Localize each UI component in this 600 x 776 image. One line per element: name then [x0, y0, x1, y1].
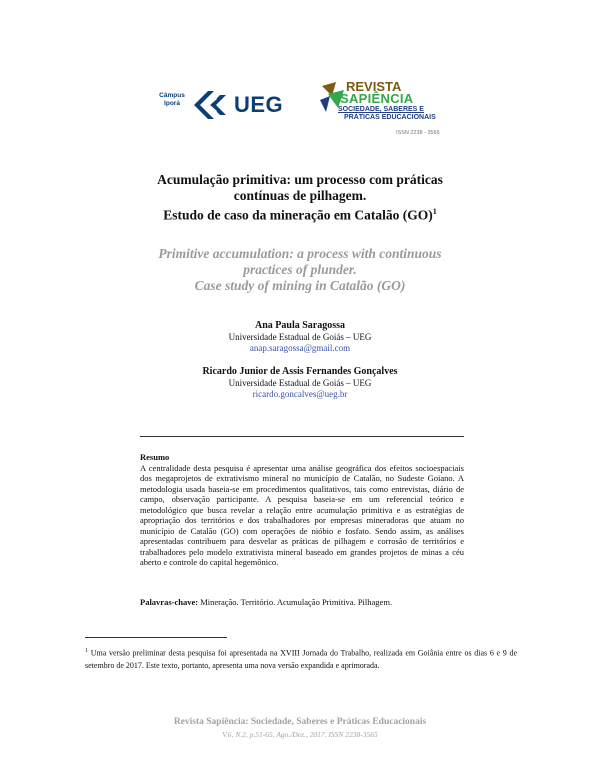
campus-label [152, 92, 192, 108]
ueg-logo-text: UEG [234, 92, 284, 117]
author-name: Ricardo Junior de Assis Fernandes Gonçalves [202, 366, 398, 377]
title-footnote-mark: 1 [432, 207, 437, 216]
keywords-label: Palavras-chave: [140, 597, 199, 607]
author-institution: Universidade Estadual de Goiás – UEG [228, 378, 372, 388]
title-en-line2: practices of plunder. [243, 262, 357, 277]
keywords-section [140, 597, 464, 608]
title-pt-line2: contínuas de pilhagem. [233, 188, 367, 203]
author-email[interactable]: anap.saragossa@gmail.com [249, 343, 351, 353]
author-email[interactable]: ricardo.goncalves@ueg.br [252, 389, 348, 399]
abstract-label: Resumo [140, 452, 170, 462]
abstract-section [140, 452, 464, 568]
title-pt-line3 [100, 204, 500, 224]
author-block-1 [100, 320, 500, 354]
journal-logo-line4: PRÁTICAS EDUCACIONAIS [344, 114, 436, 121]
footnote-text: Uma versão preliminar desta pesquisa foi apresentada na XVIII Jornada do Trabalho, realizada em Goiânia entre os dias 6 e 9 de setembro de 2017. Este texto, portanto, apresenta uma nova versão expandida e aprimorada. [85, 648, 518, 670]
author-institution: Universidade Estadual de Goiás – UEG [228, 332, 372, 342]
author-block-2 [100, 366, 500, 400]
article-title-pt [100, 172, 500, 224]
journal-logo-line1: REVISTA [346, 79, 402, 94]
footnote-mark: 1 [85, 648, 88, 654]
journal-logo-line2: SAPIÊNCIA [340, 91, 414, 106]
article-title-en [100, 246, 500, 294]
title-en-line3: Case study of mining in Catalão (GO) [194, 278, 406, 293]
section-divider [140, 436, 464, 437]
title-pt-line3-text: Estudo de caso da mineração em Catalão (GO) [163, 207, 433, 223]
ueg-logo-icon [192, 88, 232, 122]
journal-logo-line3: SOCIEDADE, SABERES E [338, 106, 424, 113]
campus-line2: Iporá [164, 100, 180, 107]
footer-citation: V.6, N.2, p.51-65, Ago./Dez., 2017. ISSN 2238-3565 [222, 730, 378, 739]
footnote-divider [85, 637, 227, 638]
title-en-line1: Primitive accumulation: a process with continuous [158, 246, 442, 261]
keywords-text: Mineração. Território. Acumulação Primitiva. Pilhagem. [200, 597, 393, 607]
campus-line1: Câmpus [159, 92, 185, 99]
title-pt-line1: Acumulação primitiva: um processo com práticas [157, 172, 443, 187]
footnote [85, 645, 517, 672]
issn-label: ISSN 2238 - 3565 [396, 130, 440, 136]
abstract-text: A centralidade desta pesquisa é apresentar uma análise geográfica dos efeitos socioespaciais dos megaprojetos de extrativismo mineral no município de Catalão, no Sudeste Goiano. A metodologia usada baseia-se em procedimentos qualitativos, tais como entrevistas, diário de campo, observação participante. A pesquisa baseia-se em um referencial teórico e metodológico que busca revelar a relação entre acumulação primitiva e as estratégias de apropriação dos territórios e dos trabalhadores por empresas mineradoras que atuam no município de Catalão (GO) com operações de nióbio e fosfato. Sendo assim, as análises apresentadas contribuem para desvelar as práticas de pilhagem e corrosão de territórios e trabalhadores pelo modelo extrativista mineral baseado em grandes projetos de minas a céu aberto e controle do capital hegemônico. [140, 462, 464, 567]
footer-journal-name: Revista Sapiência: Sociedade, Saberes e Práticas Educacionais [173, 717, 427, 727]
author-name: Ana Paula Saragossa [254, 320, 345, 331]
